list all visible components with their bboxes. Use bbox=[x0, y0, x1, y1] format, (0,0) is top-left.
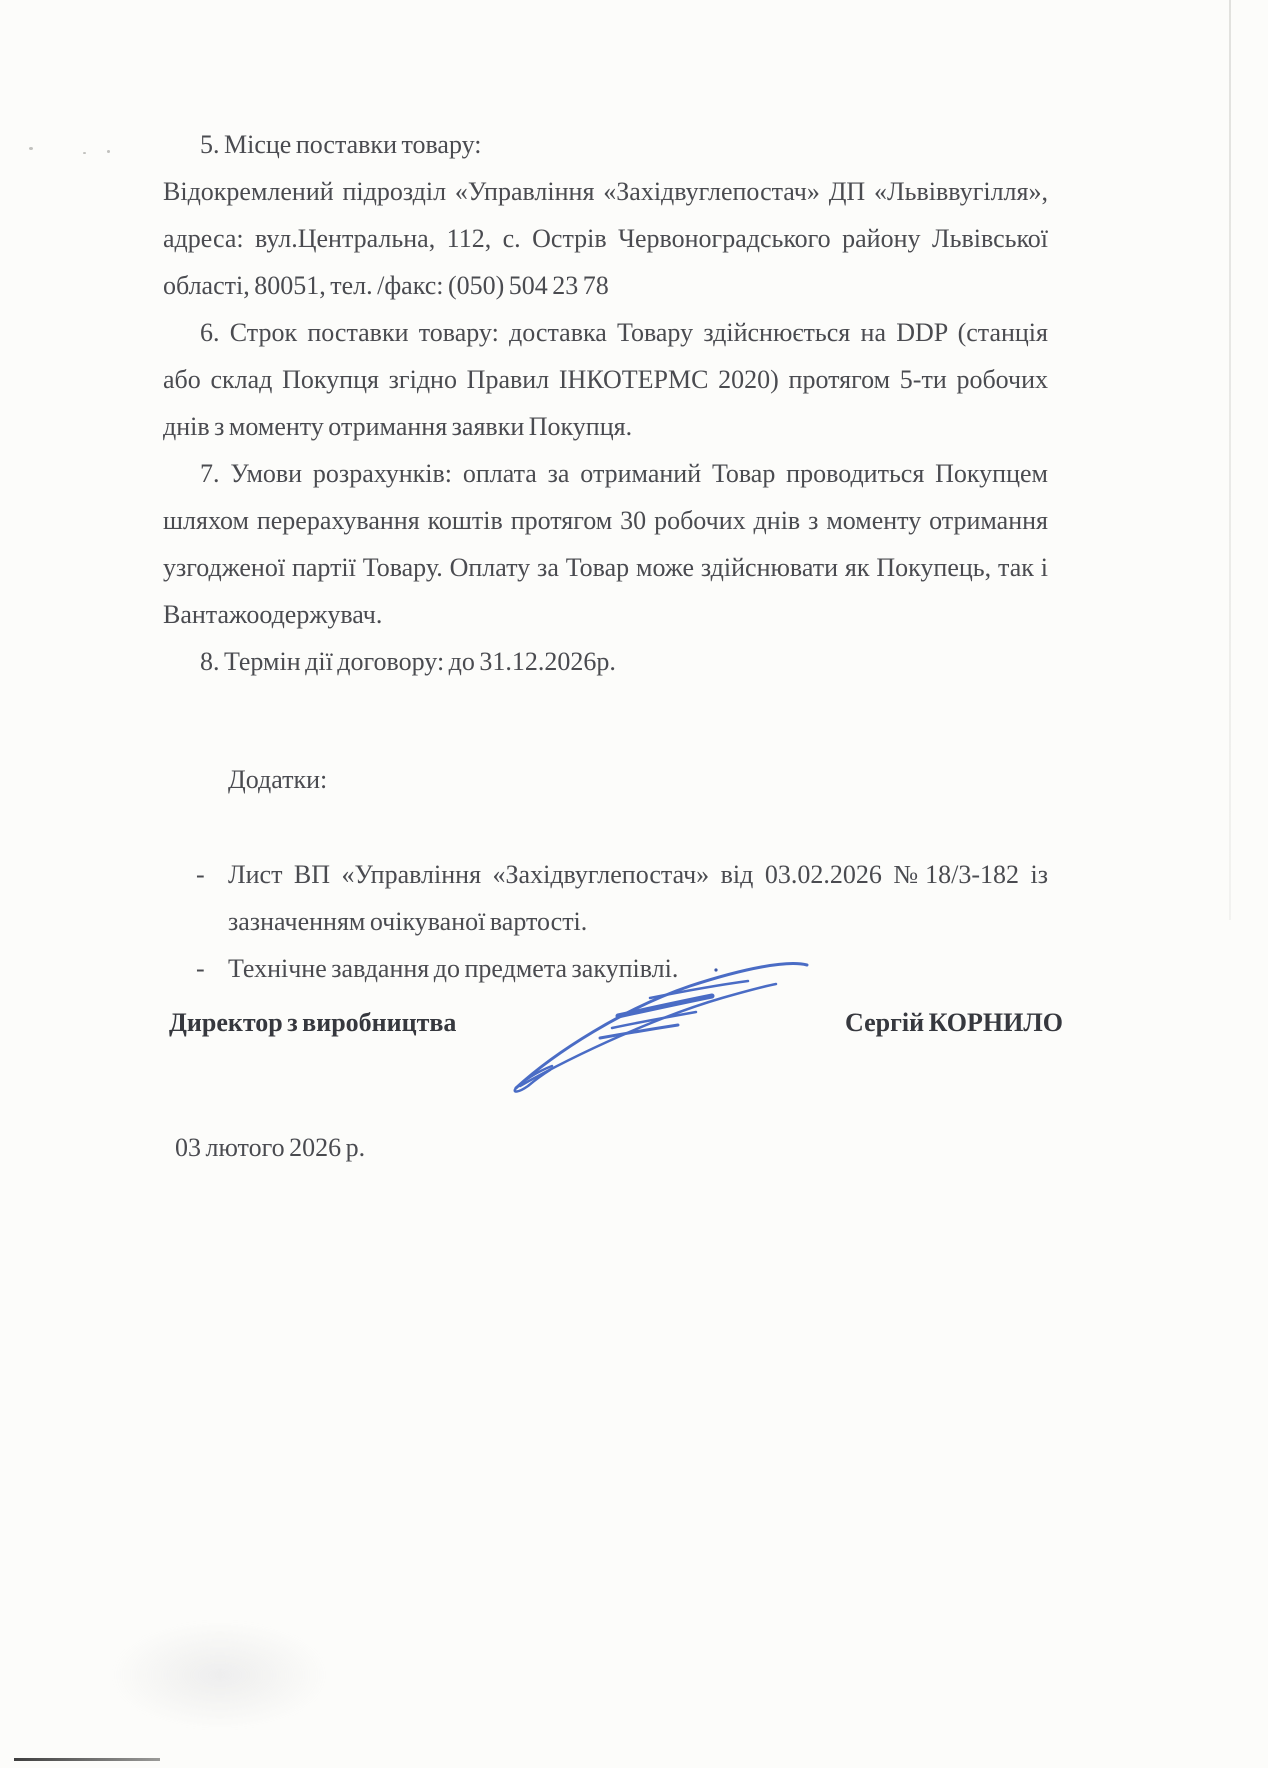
scan-bottom-line bbox=[14, 1758, 160, 1761]
signatory-name: Сергій КОРНИЛО bbox=[845, 1008, 1063, 1037]
handwritten-signature bbox=[500, 940, 830, 1095]
contract-line: шляхом перерахування коштів протягом 30 робочих днів з моменту отримання bbox=[163, 506, 1048, 535]
scan-speck bbox=[29, 147, 33, 150]
contract-line: днів з моменту отримання заявки Покупця. bbox=[163, 412, 633, 441]
scan-edge-artifact bbox=[1229, 0, 1231, 920]
contract-line: або склад Покупця згідно Правил ІНКОТЕРМС 2020) протягом 5-ти робочих bbox=[163, 365, 1048, 394]
contract-line: Відокремлений підрозділ «Управління «Західвуглепостач» ДП «Львіввугілля», bbox=[163, 177, 1048, 206]
bullet-dash: - bbox=[196, 860, 205, 889]
attachment-text: зазначенням очікуваної вартості. bbox=[228, 907, 588, 936]
contract-line: Вантажоодержувач. bbox=[163, 600, 383, 629]
scan-smudge bbox=[110, 1620, 330, 1730]
signatory-title: Директор з виробництва bbox=[169, 1008, 457, 1037]
contract-line: 8. Термін дії договору: до 31.12.2026р. bbox=[200, 647, 616, 676]
contract-line: адреса: вул.Центральна, 112, с. Острів Червоноградського району Львівської bbox=[163, 224, 1048, 253]
attachment-text: Технічне завдання до предмета закупівлі. bbox=[228, 954, 679, 983]
attachment-text: Лист ВП «Управління «Західвуглепостач» від 03.02.2026 №18/3-182 із bbox=[228, 860, 1048, 889]
attachments-heading: Додатки: bbox=[228, 765, 328, 794]
document-date-row bbox=[163, 1128, 1048, 1168]
scan-speck bbox=[107, 150, 110, 153]
contract-line: узгодженої партії Товару. Оплату за Товар може здійснювати як Покупець, так і bbox=[163, 553, 1048, 582]
document-date: 03 лютого 2026 р. bbox=[175, 1133, 366, 1162]
attachment-item-continuation bbox=[163, 902, 1048, 942]
attachment-item bbox=[163, 855, 1048, 895]
contract-line: 5. Місце поставки товару: bbox=[200, 130, 482, 159]
contract-line: області, 80051, тел. /факс: (050) 504 23 78 bbox=[163, 271, 609, 300]
bullet-dash: - bbox=[196, 954, 205, 983]
contract-line: 7. Умови розрахунків: оплата за отриманий Товар проводиться Покупцем bbox=[200, 459, 1048, 488]
contract-line: 6. Строк поставки товару: доставка Товару здійснюється на DDP (станція bbox=[200, 318, 1048, 347]
scan-speck bbox=[83, 152, 86, 154]
